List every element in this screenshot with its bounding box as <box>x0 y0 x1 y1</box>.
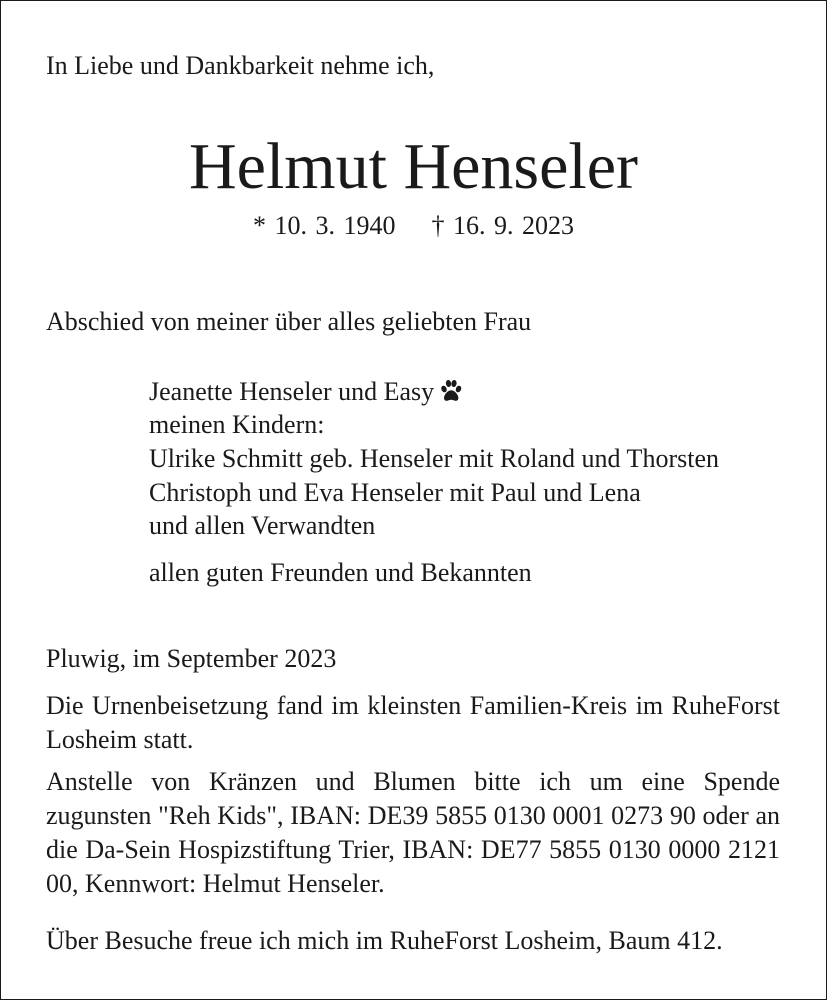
place-date: Pluwig, im September 2023 <box>46 644 337 673</box>
donation-note: Anstelle von Kränzen und Blumen bitte ich um eine Spende zugunsten "Reh Kids", IBAN: DE39 5855 0130 0001 0273 90 oder an die Da-Sein Hospizstiftung Trier, IBAN: DE77 5855 0130 0000 2121 00, Kennwort: Helmut Henseler. <box>46 767 780 898</box>
death-date: † 16. 9. 2023 <box>431 211 574 240</box>
birth-date: * 10. 3. 1940 <box>253 211 396 240</box>
intro-line: In Liebe und Dankbarkeit nehme ich, <box>46 51 435 80</box>
family-line-children-intro: meinen Kindern: <box>149 410 325 439</box>
farewell-line: Abschied von meiner über alles geliebten Frau <box>46 307 532 336</box>
family-line-child-1: Ulrike Schmitt geb. Henseler mit Roland und Thorsten <box>149 444 719 473</box>
deceased-name: Helmut Henseler <box>188 130 638 203</box>
spouse-text: Jeanette Henseler und Easy <box>149 377 435 406</box>
burial-note: Die Urnenbeisetzung fand im kleinsten Familien-Kreis im RuheForst Losheim statt. <box>46 691 780 754</box>
visit-note: Über Besuche freue ich mich im RuheForst Losheim, Baum 412. <box>46 926 723 955</box>
life-dates <box>0 213 827 239</box>
family-line-spouse <box>149 378 464 405</box>
family-line-relatives: und allen Verwandten <box>149 511 376 540</box>
family-line-child-2: Christoph und Eva Henseler mit Paul und Lena <box>149 478 641 507</box>
family-line-friends: allen guten Freunden und Bekannten <box>149 558 532 587</box>
paw-icon <box>438 378 464 404</box>
